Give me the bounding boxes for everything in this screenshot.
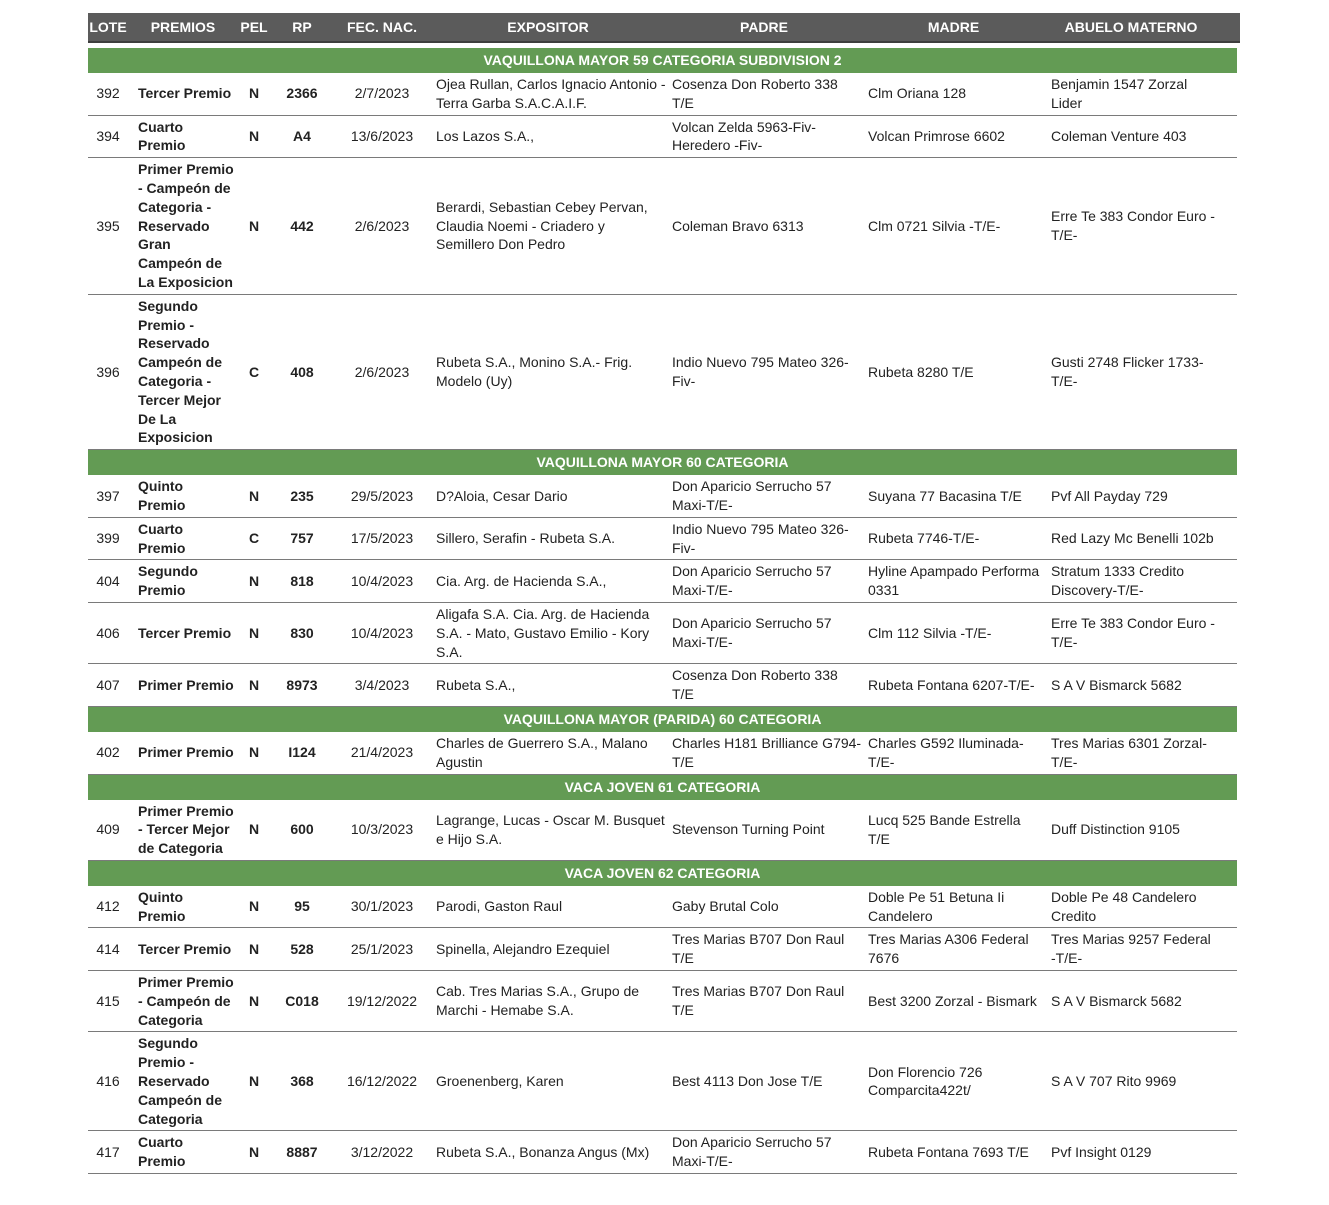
cell-expositor: Parodi, Gaston Raul	[436, 898, 563, 915]
cell-padre: Indio Nuevo 795 Mateo 326-Fiv-	[672, 354, 849, 389]
header-premios: PREMIOS	[150, 19, 216, 35]
cell-pel: N	[248, 992, 260, 1009]
table-row	[88, 971, 1237, 1032]
cell-padre: Best 4113 Don Jose T/E	[672, 1073, 823, 1090]
header-madre: MADRE	[927, 19, 980, 35]
section-title: VAQUILLONA MAYOR 60 CATEGORIA	[88, 450, 1237, 475]
cell-abuelo-materno: Benjamin 1547 Zorzal Lider	[1051, 76, 1188, 111]
cell-pel: N	[248, 624, 260, 641]
cell-expositor: Groenenberg, Karen	[436, 1073, 564, 1090]
cell-lote: 412	[96, 898, 120, 915]
cell-expositor: Los Lazos S.A.,	[436, 127, 535, 144]
cell-expositor: Charles de Guerrero S.A., Malano Agustin	[436, 734, 648, 770]
cell-premio: Primer Premio - Campeón de Categoria - Reservado Gran Campeón de La Exposicion	[138, 161, 234, 290]
header-rp: RP	[292, 19, 312, 35]
cell-pel: N	[248, 217, 260, 234]
cell-madre: Best 3200 Zorzal - Bismark	[868, 992, 1037, 1009]
table-row	[88, 73, 1237, 116]
cell-padre: Stevenson Turning Point	[672, 821, 825, 838]
cell-fec-nac: 19/12/2022	[346, 992, 418, 1009]
cell-abuelo-materno: Tres Marias 6301 Zorzal-T/E-	[1051, 734, 1207, 770]
table-row	[88, 732, 1237, 775]
header-abuelo-materno: ABUELO MATERNO	[1064, 19, 1198, 35]
cell-madre: Doble Pe 51 Betuna Ii Candelero	[868, 888, 1005, 924]
cell-padre: Indio Nuevo 795 Mateo 326-Fiv-	[672, 520, 849, 556]
cell-madre: Rubeta Fontana 7693 T/E	[868, 1143, 1029, 1160]
table-row	[88, 116, 1237, 159]
cell-lote: 415	[96, 992, 120, 1009]
table-row	[88, 518, 1237, 561]
section-title: VAQUILLONA MAYOR 59 CATEGORIA SUBDIVISION 2	[88, 48, 1237, 73]
cell-madre: Rubeta 7746-T/E-	[868, 530, 980, 547]
cell-abuelo-materno: S A V 707 Rito 9969	[1051, 1073, 1177, 1090]
cell-padre: Don Aparicio Serrucho 57 Maxi-T/E-	[672, 563, 832, 599]
cell-premio: Primer Premio	[138, 676, 234, 693]
cell-rp: 830	[290, 624, 314, 641]
cell-madre: Hyline Apampado Performa 0331	[868, 563, 1040, 599]
cell-expositor: Ojea Rullan, Carlos Ignacio Antonio - Terra Garba S.A.C.A.I.F.	[436, 76, 666, 111]
cell-rp: 408	[290, 363, 314, 380]
cell-lote: 392	[96, 85, 120, 102]
cell-pel: C	[248, 363, 260, 380]
cell-lote: 406	[96, 624, 120, 641]
table-row	[88, 928, 1237, 971]
cell-pel: N	[248, 487, 260, 504]
cell-fec-nac: 10/4/2023	[350, 572, 414, 589]
cell-padre: Gaby Brutal Colo	[672, 898, 779, 915]
cell-abuelo-materno: Gusti 2748 Flicker 1733-T/E-	[1051, 354, 1204, 389]
cell-padre: Don Aparicio Serrucho 57 Maxi-T/E-	[672, 1134, 832, 1170]
cell-rp: 2366	[286, 85, 318, 102]
cell-fec-nac: 10/3/2023	[350, 821, 414, 838]
cell-pel: N	[248, 940, 260, 957]
cell-rp: 368	[290, 1073, 314, 1090]
cell-madre: Rubeta Fontana 6207-T/E-	[868, 676, 1035, 693]
cell-premio: Tercer Premio	[138, 85, 232, 102]
cell-expositor: Rubeta S.A.,	[436, 676, 516, 693]
cell-premio: Primer Premio - Campeón de Categoria	[138, 974, 234, 1028]
cell-abuelo-materno: Pvf All Payday 729	[1051, 487, 1168, 504]
cell-rp: 600	[290, 821, 314, 838]
cell-fec-nac: 17/5/2023	[350, 530, 414, 547]
cell-madre: Clm Oriana 128	[868, 85, 967, 102]
cell-lote: 395	[96, 217, 120, 234]
cell-premio: Tercer Premio	[138, 624, 232, 641]
cell-premio: Quinto Premio	[138, 888, 186, 924]
header-pel: PEL	[240, 19, 268, 35]
cell-abuelo-materno: Stratum 1333 Credito Discovery-T/E-	[1051, 563, 1185, 599]
cell-fec-nac: 25/1/2023	[350, 940, 414, 957]
table-row	[88, 886, 1237, 929]
cell-pel: N	[248, 127, 260, 144]
cell-fec-nac: 2/7/2023	[354, 85, 410, 102]
cell-premio: Segundo Premio - Reservado Campeón de Categoria - Tercer Mejor De La Exposicion	[138, 297, 223, 446]
cell-fec-nac: 3/12/2022	[350, 1143, 414, 1160]
table-row	[88, 664, 1237, 707]
cell-madre: Tres Marias A306 Federal 7676	[868, 931, 1029, 967]
cell-abuelo-materno: S A V Bismarck 5682	[1051, 676, 1182, 693]
cell-abuelo-materno: Coleman Venture 403	[1051, 127, 1187, 144]
cell-premio: Segundo Premio - Reservado Campeón de Categoria	[138, 1035, 223, 1127]
cell-rp: 528	[290, 940, 314, 957]
cell-expositor: Cia. Arg. de Hacienda S.A.,	[436, 572, 607, 589]
table-row	[88, 475, 1237, 518]
cell-expositor: Sillero, Serafin - Rubeta S.A.	[436, 530, 615, 547]
cell-pel: N	[248, 676, 260, 693]
cell-rp: 95	[294, 898, 310, 915]
cell-premio: Quinto Premio	[138, 478, 186, 513]
cell-fec-nac: 3/4/2023	[354, 676, 410, 693]
cell-rp: I124	[288, 744, 316, 761]
cell-premio: Tercer Premio	[138, 940, 232, 957]
cell-rp: 757	[290, 530, 314, 547]
cell-padre: Don Aparicio Serrucho 57 Maxi-T/E-	[672, 478, 832, 513]
cell-abuelo-materno: Erre Te 383 Condor Euro -T/E-	[1051, 615, 1215, 651]
table-row	[88, 1032, 1237, 1131]
section-title: VAQUILLONA MAYOR (PARIDA) 60 CATEGORIA	[88, 707, 1237, 732]
cell-fec-nac: 16/12/2022	[346, 1073, 418, 1090]
cell-lote: 402	[96, 744, 120, 761]
cell-expositor: D?Aloia, Cesar Dario	[436, 487, 568, 504]
cell-padre: Charles H181 Brilliance G794-T/E	[672, 734, 862, 770]
cell-madre: Lucq 525 Bande Estrella T/E	[868, 811, 1021, 847]
cell-expositor: Aligafa S.A. Cia. Arg. de Hacienda S.A. - Mato, Gustavo Emilio - Kory S.A.	[436, 605, 650, 660]
section-title: VACA JOVEN 61 CATEGORIA	[88, 775, 1237, 800]
table-row	[88, 560, 1237, 603]
table-row	[88, 158, 1237, 295]
cell-pel: N	[248, 85, 260, 102]
cell-fec-nac: 2/6/2023	[354, 217, 410, 234]
cell-abuelo-materno: Duff Distinction 9105	[1051, 821, 1180, 838]
cell-premio: Primer Premio	[138, 744, 234, 761]
cell-lote: 409	[96, 821, 120, 838]
results-table	[88, 13, 1240, 1174]
cell-padre: Don Aparicio Serrucho 57 Maxi-T/E-	[672, 615, 832, 651]
cell-expositor: Cab. Tres Marias S.A., Grupo de Marchi - Hemabe S.A.	[436, 983, 640, 1019]
cell-expositor: Rubeta S.A., Bonanza Angus (Mx)	[436, 1143, 650, 1160]
cell-madre: Suyana 77 Bacasina T/E	[868, 487, 1022, 504]
cell-abuelo-materno: Pvf Insight 0129	[1051, 1143, 1152, 1160]
cell-abuelo-materno: Doble Pe 48 Candelero Credito	[1051, 888, 1197, 924]
cell-lote: 397	[96, 487, 120, 504]
cell-pel: C	[248, 530, 260, 547]
table-row	[88, 295, 1237, 450]
cell-lote: 404	[96, 572, 120, 589]
cell-pel: N	[248, 1073, 260, 1090]
cell-pel: N	[248, 1143, 260, 1160]
table-header	[88, 13, 1240, 43]
cell-lote: 417	[96, 1143, 120, 1160]
cell-expositor: Lagrange, Lucas - Oscar M. Busquet e Hijo S.A.	[436, 811, 665, 847]
cell-expositor: Rubeta S.A., Monino S.A.- Frig. Modelo (Uy)	[436, 354, 633, 389]
cell-premio: Cuarto Premio	[138, 118, 186, 154]
table-body	[88, 48, 1240, 1174]
cell-lote: 407	[96, 676, 120, 693]
cell-padre: Tres Marias B707 Don Raul T/E	[672, 983, 845, 1019]
cell-pel: N	[248, 572, 260, 589]
cell-fec-nac: 30/1/2023	[350, 898, 414, 915]
cell-lote: 416	[96, 1073, 120, 1090]
cell-rp: C018	[285, 992, 319, 1009]
cell-padre: Cosenza Don Roberto 338 T/E	[672, 76, 838, 111]
table-row	[88, 603, 1237, 664]
cell-rp: 442	[290, 217, 314, 234]
cell-fec-nac: 2/6/2023	[354, 363, 410, 380]
cell-pel: N	[248, 744, 260, 761]
cell-padre: Volcan Zelda 5963-Fiv-Heredero -Fiv-	[672, 118, 816, 154]
cell-pel: N	[248, 821, 260, 838]
cell-pel: N	[248, 898, 260, 915]
cell-padre: Coleman Bravo 6313	[672, 217, 804, 234]
cell-expositor: Berardi, Sebastian Cebey Pervan, Claudia Noemi - Criadero y Semillero Don Pedro	[436, 198, 648, 253]
cell-madre: Clm 112 Silvia -T/E-	[868, 624, 992, 641]
cell-rp: 235	[290, 487, 314, 504]
cell-premio: Cuarto Premio	[138, 520, 186, 556]
cell-abuelo-materno: Erre Te 383 Condor Euro -T/E-	[1051, 208, 1215, 243]
header-fec-nac: FEC. NAC.	[347, 19, 417, 35]
cell-fec-nac: 29/5/2023	[350, 487, 414, 504]
table-row	[88, 1131, 1237, 1174]
cell-lote: 399	[96, 530, 120, 547]
cell-rp: 8887	[286, 1143, 318, 1160]
cell-abuelo-materno: S A V Bismarck 5682	[1051, 992, 1182, 1009]
cell-premio: Segundo Premio	[138, 563, 198, 599]
cell-abuelo-materno: Red Lazy Mc Benelli 102b	[1051, 530, 1214, 547]
cell-madre: Rubeta 8280 T/E	[868, 363, 974, 380]
cell-fec-nac: 13/6/2023	[350, 127, 414, 144]
header-expositor: EXPOSITOR	[507, 19, 589, 35]
cell-fec-nac: 10/4/2023	[350, 624, 414, 641]
cell-premio: Cuarto Premio	[138, 1134, 186, 1170]
cell-lote: 394	[96, 127, 120, 144]
cell-madre: Clm 0721 Silvia -T/E-	[868, 217, 1001, 234]
cell-lote: 414	[96, 940, 120, 957]
header-padre: PADRE	[740, 19, 788, 35]
cell-padre: Cosenza Don Roberto 338 T/E	[672, 667, 838, 703]
cell-fec-nac: 21/4/2023	[350, 744, 414, 761]
header-lote: LOTE	[89, 19, 127, 35]
cell-premio: Primer Premio - Tercer Mejor de Categoria	[138, 802, 234, 857]
cell-madre: Volcan Primrose 6602	[868, 127, 1005, 144]
cell-expositor: Spinella, Alejandro Ezequiel	[436, 940, 610, 957]
cell-rp: 8973	[286, 676, 318, 693]
section-title: VACA JOVEN 62 CATEGORIA	[88, 861, 1237, 886]
cell-padre: Tres Marias B707 Don Raul T/E	[672, 931, 845, 967]
cell-rp: A4	[293, 127, 311, 144]
cell-lote: 396	[96, 363, 120, 380]
cell-madre: Don Florencio 726 Comparcita422t/	[868, 1063, 983, 1099]
cell-madre: Charles G592 Iluminada-T/E-	[868, 734, 1024, 770]
table-row	[88, 800, 1237, 861]
cell-abuelo-materno: Tres Marias 9257 Federal -T/E-	[1051, 931, 1211, 967]
cell-rp: 818	[290, 572, 314, 589]
